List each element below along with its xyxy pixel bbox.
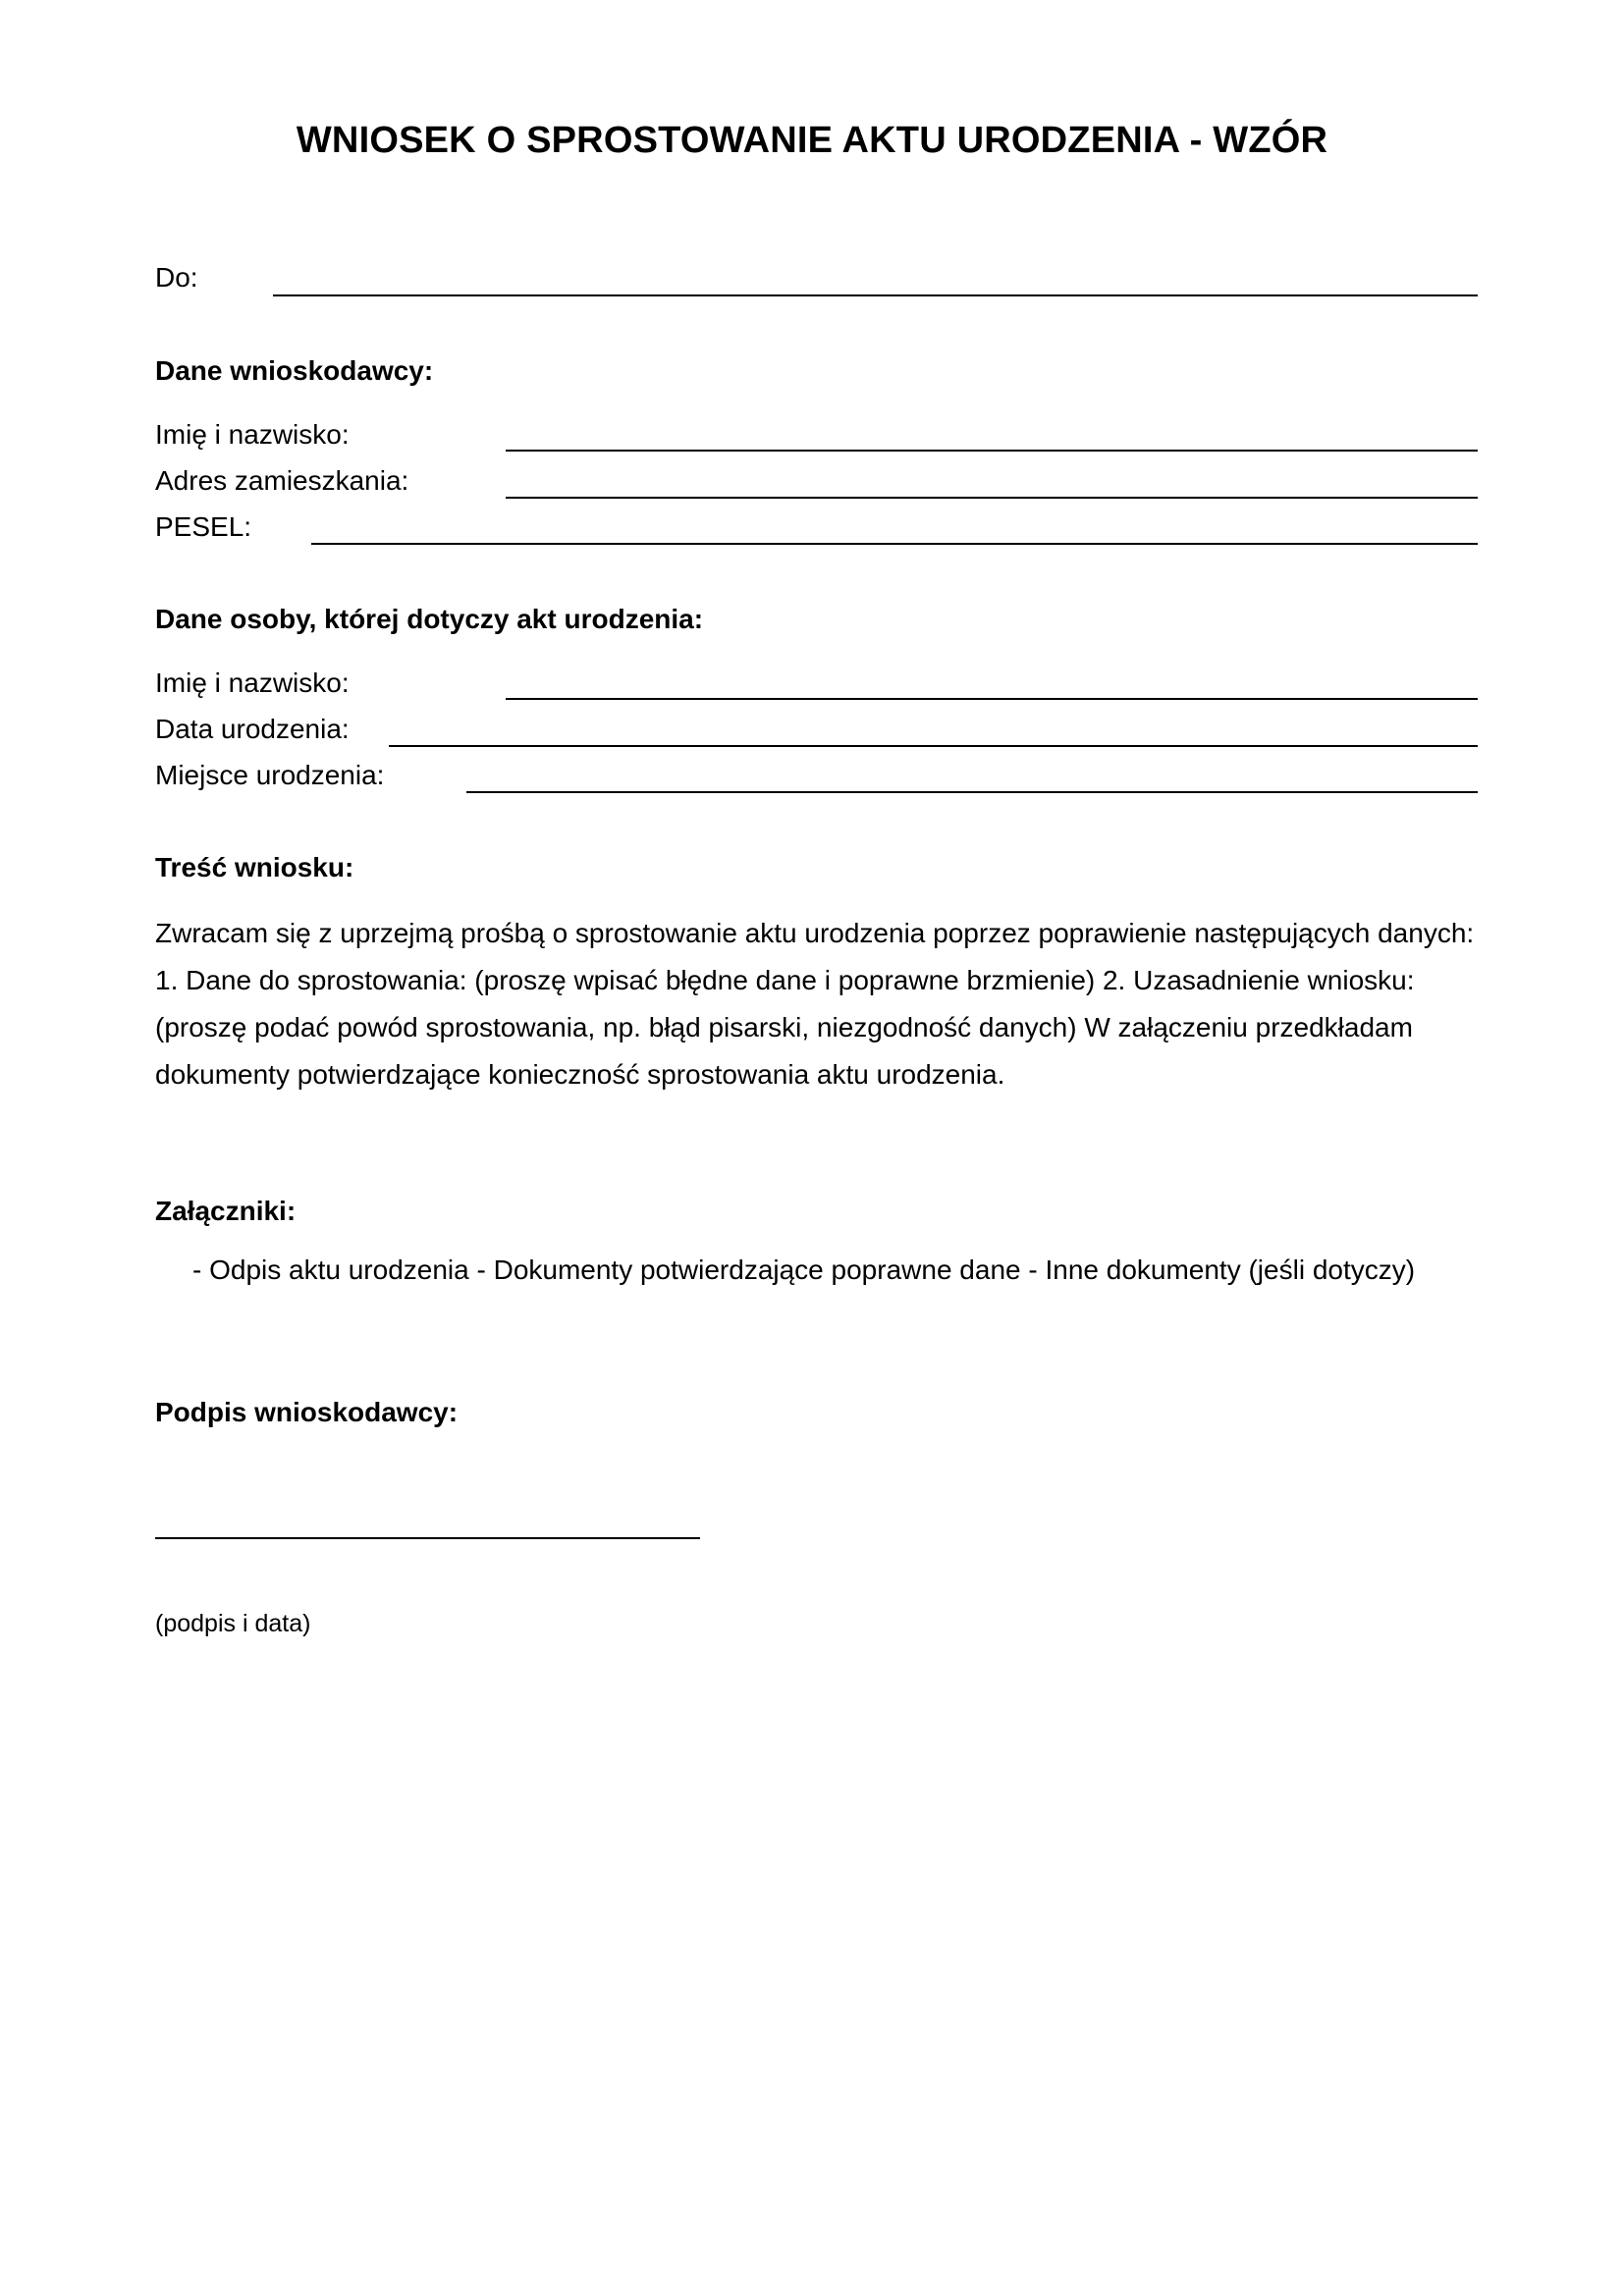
attachments-heading: Załączniki: (155, 1196, 297, 1226)
recipient-label: Do: (155, 262, 198, 293)
applicant-address-field-line[interactable] (506, 497, 1478, 499)
applicant-name-label: Imię i nazwisko: (155, 419, 350, 450)
signature-heading: Podpis wnioskodawcy: (155, 1397, 459, 1427)
signature-caption: (podpis i data) (155, 1610, 311, 1637)
subject-birth-place-label: Miejsce urodzenia: (155, 760, 385, 790)
subject-heading: Dane osoby, której dotyczy akt urodzenia: (155, 604, 704, 634)
subject-birth-date-label: Data urodzenia: (155, 714, 350, 744)
applicant-pesel-label: PESEL: (155, 511, 252, 542)
request-text: Zwracam się z uprzejmą prośbą o sprostowanie aktu urodzenia poprzez poprawienie następujących danych: 1. Dane do sprostowania: (proszę wpisać błędne dane i poprawne brzmienie) 2. Uzasadnienie wniosku: (proszę podać powód sprostowania, np. błąd pisarski, niezgodność danych) W załączeniu przedkładam dokumenty potwierdzające konieczność sprostowania aktu urodzenia. (155, 918, 1475, 1090)
applicant-heading: Dane wnioskodawcy: (155, 355, 434, 386)
request-heading: Treść wniosku: (155, 852, 354, 882)
recipient-field-line[interactable] (273, 294, 1478, 296)
subject-name-label: Imię i nazwisko: (155, 667, 350, 698)
applicant-pesel-field-line[interactable] (311, 543, 1478, 545)
applicant-name-field-line[interactable] (506, 450, 1478, 452)
applicant-address-label: Adres zamieszkania: (155, 465, 409, 496)
subject-birth-place-field-line[interactable] (466, 791, 1478, 793)
signature-field-line[interactable] (155, 1537, 700, 1539)
subject-name-field-line[interactable] (506, 698, 1478, 700)
subject-birth-date-field-line[interactable] (389, 745, 1478, 747)
attachments-list: - Odpis aktu urodzenia - Dokumenty potwierdzające poprawne dane - Inne dokumenty (jeśli dotyczy) (192, 1255, 1416, 1285)
document-title: WNIOSEK O SPROSTOWANIE AKTU URODZENIA - WZÓR (296, 120, 1328, 161)
